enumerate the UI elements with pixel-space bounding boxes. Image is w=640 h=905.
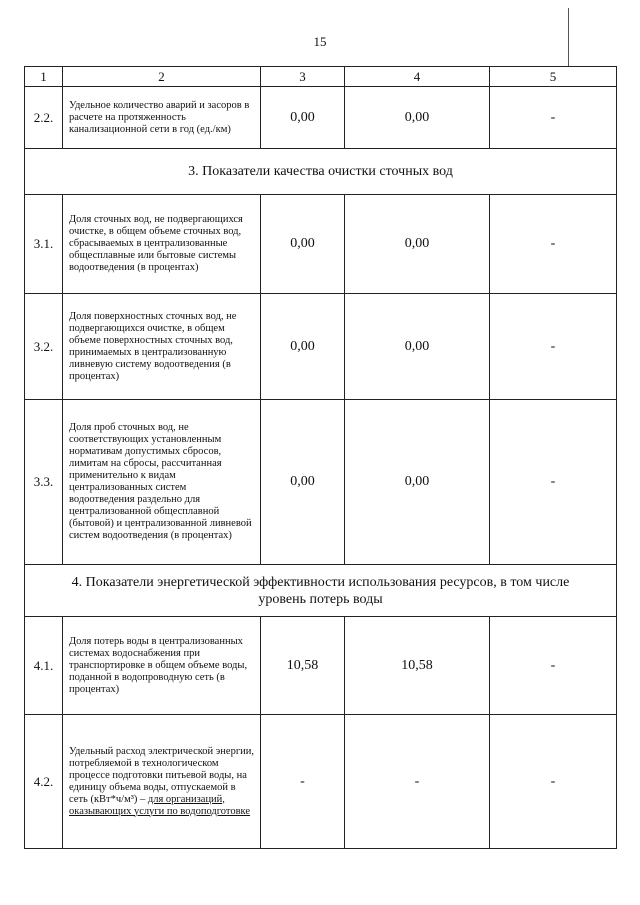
row-description: Доля проб сточных вод, не соответствующих установленным нормативам допустимых сбросов, лимитам на сбросы, рассчитанная применительно к видам централизованных систем водоотведения раздельно для централизованной общесплавной (бытовой) и централизованной ливневой систем водоотведения (в процентах) bbox=[63, 400, 261, 565]
value-col3: 0,00 bbox=[261, 294, 345, 400]
row-number: 4.1. bbox=[25, 617, 63, 715]
row-description-underlined: для организаций, оказывающих услуги по водоподготовке bbox=[69, 793, 251, 817]
indicators-table bbox=[24, 66, 617, 849]
table-row bbox=[25, 715, 617, 849]
section-title: 3. Показатели качества очистки сточных вод bbox=[25, 149, 617, 195]
value-col4: 10,58 bbox=[345, 617, 490, 715]
value-col4: 0,00 bbox=[345, 400, 490, 565]
value-col3: 0,00 bbox=[261, 400, 345, 565]
value-col5: - bbox=[490, 294, 617, 400]
row-number: 4.2. bbox=[25, 715, 63, 849]
table-row bbox=[25, 617, 617, 715]
row-description: Доля сточных вод, не подвергающихся очистке, в общем объеме сточных вод, сбрасываемых в централизованные общесплавные или бытовые системы водоотведения (в процентах) bbox=[63, 195, 261, 294]
header-cell: 5 bbox=[490, 67, 617, 87]
row-number: 3.3. bbox=[25, 400, 63, 565]
row-description bbox=[63, 715, 261, 849]
header-row bbox=[25, 67, 617, 87]
value-col5: - bbox=[490, 87, 617, 149]
table-row bbox=[25, 87, 617, 149]
value-col5: - bbox=[490, 400, 617, 565]
value-col3: 10,58 bbox=[261, 617, 345, 715]
value-col3: 0,00 bbox=[261, 195, 345, 294]
section-row bbox=[25, 149, 617, 195]
value-col5: - bbox=[490, 195, 617, 294]
value-col4: 0,00 bbox=[345, 294, 490, 400]
value-col4: - bbox=[345, 715, 490, 849]
row-description-text: Удельный расход электрической энергии, потребляемой в технологическом процессе подготовки питьевой воды, на единицу объема воды, отпускаемой в сеть (кВт*ч/м³) – bbox=[69, 745, 255, 805]
section-row bbox=[25, 565, 617, 617]
row-description: Доля поверхностных сточных вод, не подвергающихся очистке, в общем объеме поверхностных сточных вод, принимаемых в централизованную ливневую систему водоотведения (в процентах) bbox=[63, 294, 261, 400]
margin-line bbox=[568, 8, 569, 66]
header-cell: 1 bbox=[25, 67, 63, 87]
value-col4: 0,00 bbox=[345, 87, 490, 149]
value-col3: 0,00 bbox=[261, 87, 345, 149]
header-cell: 2 bbox=[63, 67, 261, 87]
value-col4: 0,00 bbox=[345, 195, 490, 294]
value-col3: - bbox=[261, 715, 345, 849]
page-number: 15 bbox=[313, 34, 327, 49]
table-row bbox=[25, 195, 617, 294]
section-title: 4. Показатели энергетической эффективности использования ресурсов, в том числе уровень потерь воды bbox=[25, 565, 617, 617]
table-row bbox=[25, 400, 617, 565]
value-col5: - bbox=[490, 715, 617, 849]
row-number: 3.1. bbox=[25, 195, 63, 294]
table-row bbox=[25, 294, 617, 400]
row-number: 3.2. bbox=[25, 294, 63, 400]
header-cell: 3 bbox=[261, 67, 345, 87]
row-description: Удельное количество аварий и засоров в расчете на протяженность канализационной сети в год (ед./км) bbox=[63, 87, 261, 149]
row-number: 2.2. bbox=[25, 87, 63, 149]
row-description: Доля потерь воды в централизованных системах водоснабжения при транспортировке в общем объеме воды, поданной в водопроводную сеть (в процентах) bbox=[63, 617, 261, 715]
value-col5: - bbox=[490, 617, 617, 715]
header-cell: 4 bbox=[345, 67, 490, 87]
